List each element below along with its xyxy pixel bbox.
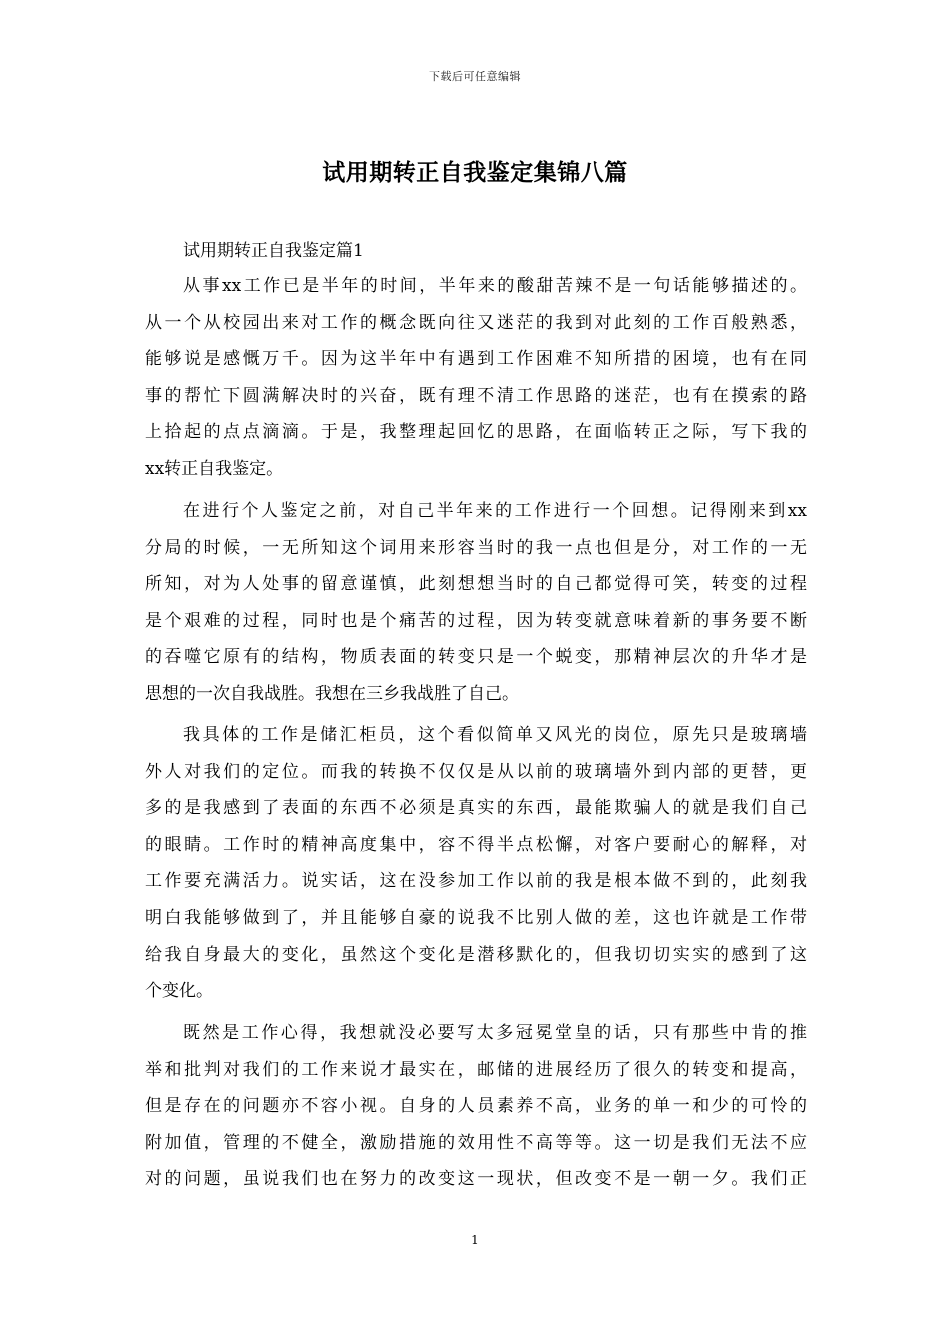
- paragraph-line: 分局的时候，一无所知这个词用来形容当时的我一点也但是分，对工作的一无: [145, 537, 807, 558]
- paragraph-2: [145, 493, 807, 713]
- paragraph-line: 所知，对为人处事的留意谨慎，此刻想想当时的自己都觉得可笑，转变的过程: [145, 574, 807, 595]
- header-note: 下载后可任意编辑: [429, 70, 521, 83]
- paragraph-1: [145, 268, 807, 488]
- paragraph-line: 但是存在的问题亦不容小视。自身的人员素养不高，业务的单一和少的可怜的: [145, 1096, 807, 1117]
- document-title: 试用期转正自我鉴定集锦八篇: [322, 159, 628, 186]
- paragraph-line: 工作要充满活力。说实话，这在没参加工作以前的我是根本做不到的，此刻我: [145, 871, 807, 892]
- paragraph-4: [145, 1015, 807, 1198]
- paragraph-line: 外人对我们的定位。而我的转换不仅仅是从以前的玻璃墙外到内部的更替，更: [145, 761, 807, 782]
- paragraph-line: 是个艰难的过程，同时也是个痛苦的过程，因为转变就意味着新的事务要不断: [145, 610, 807, 631]
- paragraph-line: xx转正自我鉴定。: [145, 458, 284, 479]
- page-number: 1: [471, 1233, 479, 1247]
- paragraph-line: 个变化。: [145, 981, 213, 1002]
- paragraph-line: 在进行个人鉴定之前，对自己半年来的工作进行一个回想。记得刚来到xx: [183, 501, 807, 521]
- paragraph-line: 明白我能够做到了，并且能够自豪的说我不比别人做的差，这也许就是工作带: [145, 907, 807, 928]
- paragraph-line: 的吞噬它原有的结构，物质表面的转变只是一个蜕变，那精神层次的升华才是: [145, 647, 807, 668]
- paragraph-line: 事的帮忙下圆满解决时的兴奋，既有理不清工作思路的迷茫，也有在摸索的路: [145, 385, 807, 406]
- paragraph-line: 附加值，管理的不健全，激励措施的效用性不高等等。这一切是我们无法不应: [145, 1132, 807, 1153]
- paragraph-line: 举和批判对我们的工作来说才最实在，邮储的进展经历了很久的转变和提高，: [145, 1059, 807, 1080]
- paragraph-line: 既然是工作心得，我想就没必要写太多冠冕堂皇的话，只有那些中肯的推: [183, 1023, 807, 1043]
- paragraph-line: 从事xx工作已是半年的时间，半年来的酸甜苦辣不是一句话能够描述的。: [183, 276, 807, 296]
- paragraph-3: [145, 717, 807, 1010]
- paragraph-line: 我具体的工作是储汇柜员，这个看似简单又风光的岗位，原先只是玻璃墙: [183, 725, 807, 745]
- paragraph-line: 从一个从校园出来对工作的概念既向往又迷茫的我到对此刻的工作百般熟悉，: [145, 312, 807, 333]
- paragraph-line: 给我自身最大的变化，虽然这个变化是潜移默化的，但我切切实实的感到了这: [145, 944, 807, 965]
- paragraph-line: 思想的一次自我战胜。我想在三乡我战胜了自己。: [145, 683, 519, 704]
- paragraph-line: 多的是我感到了表面的东西不必须是真实的东西，最能欺骗人的就是我们自己: [145, 798, 807, 819]
- paragraph-line: 对的问题，虽说我们也在努力的改变这一现状，但改变不是一朝一夕。我们正: [145, 1169, 807, 1190]
- paragraph-line: 能够说是感慨万千。因为这半年中有遇到工作困难不知所措的困境，也有在同: [145, 349, 807, 370]
- section-heading: 试用期转正自我鉴定篇1: [183, 241, 364, 261]
- paragraph-line: 的眼睛。工作时的精神高度集中，容不得半点松懈，对客户要耐心的解释，对: [145, 834, 807, 855]
- paragraph-line: 上拾起的点点滴滴。于是，我整理起回忆的思路，在面临转正之际，写下我的: [145, 422, 807, 443]
